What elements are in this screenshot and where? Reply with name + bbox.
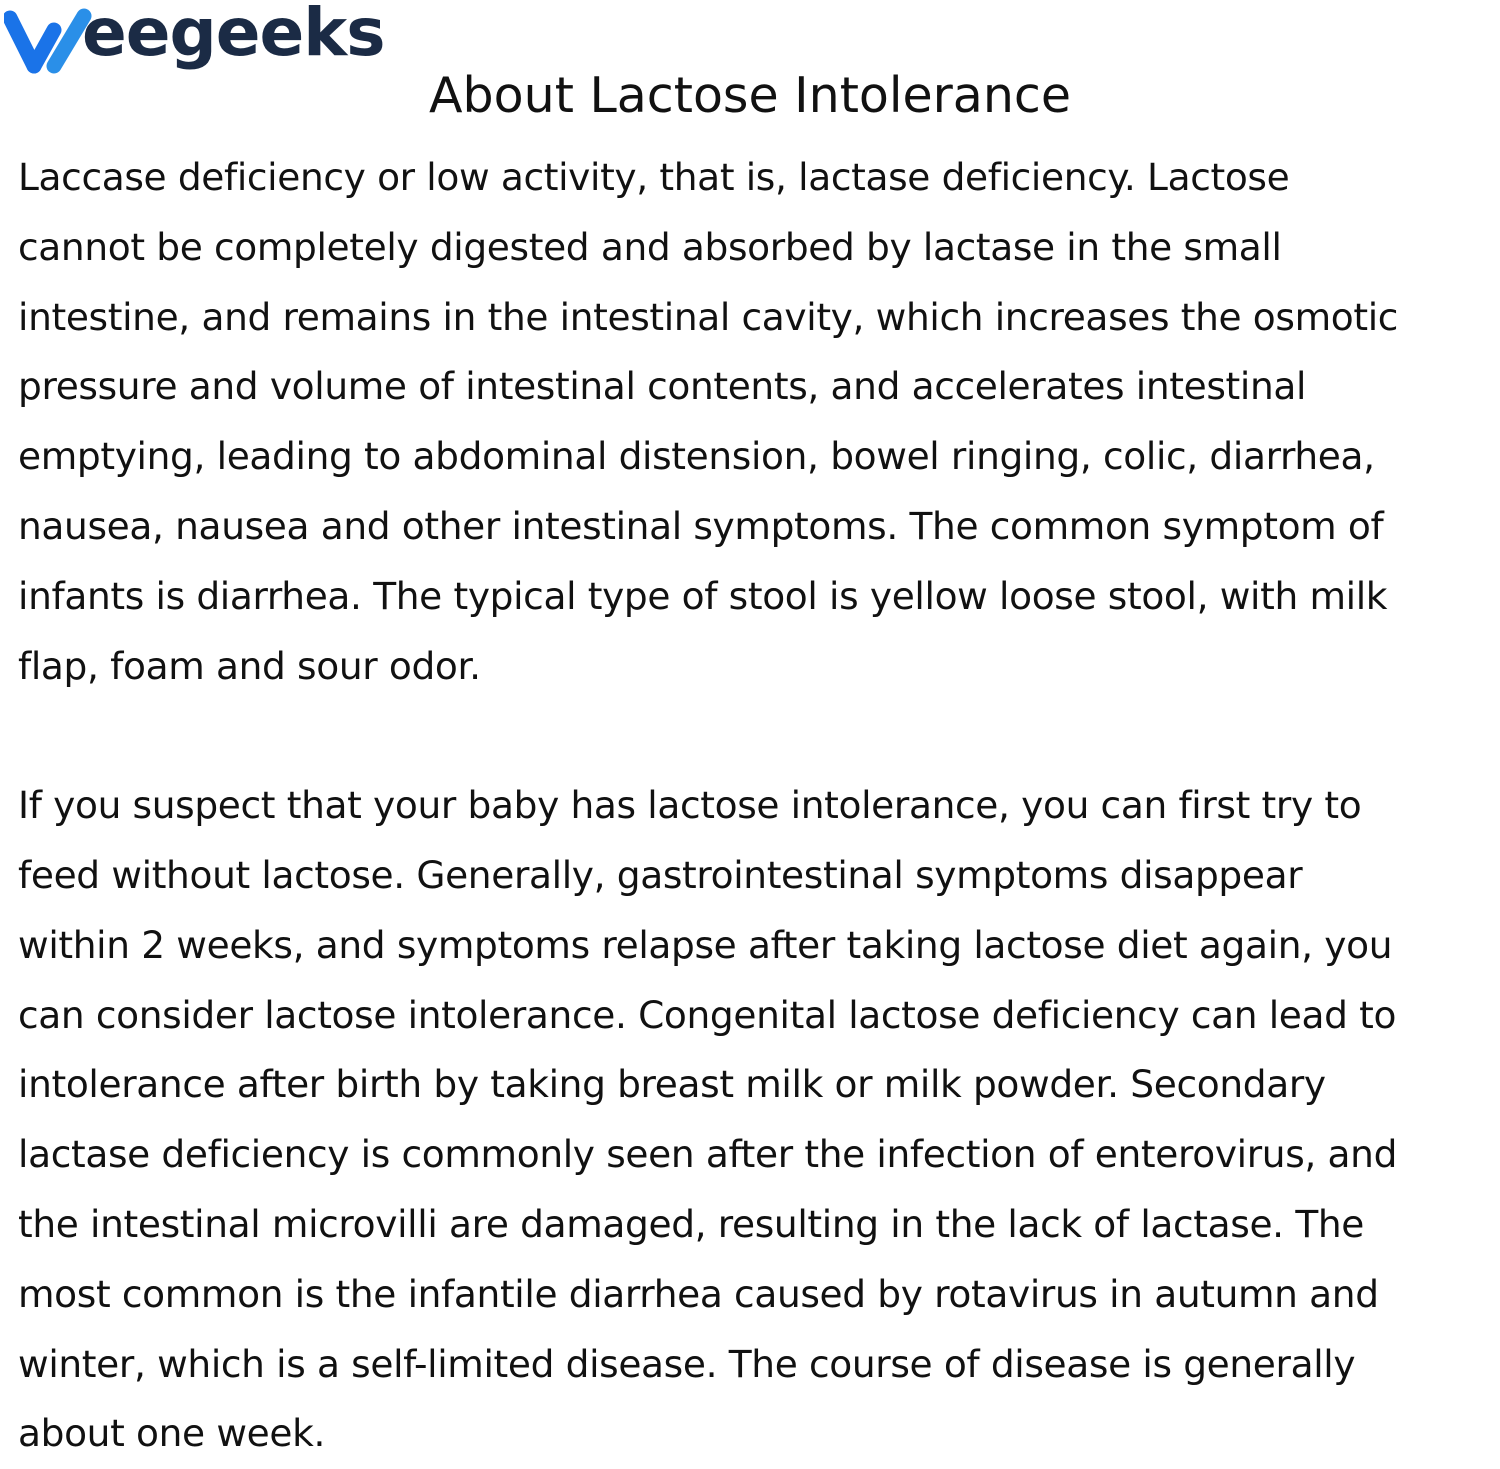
paragraph-line: the intestinal microvilli are damaged, resulting in the lack of lactase. The [18,1201,1365,1246]
article-body [18,143,1496,1469]
paragraph-1 [18,143,1496,701]
paragraph-line: cannot be completely digested and absorbed by lactase in the small [18,224,1282,269]
paragraph-line: most common is the infantile diarrhea caused by rotavirus in autumn and [18,1271,1379,1316]
paragraph-line: intestine, and remains in the intestinal cavity, which increases the osmotic [18,294,1399,339]
paragraph-line: lactase deficiency is commonly seen after the infection of enterovirus, and [18,1132,1398,1177]
paragraph-2 [18,771,1496,1469]
paragraph-line: winter, which is a self-limited disease. The course of disease is generally [18,1341,1356,1386]
paragraph-line: about one week. [18,1411,326,1456]
brand-logo-text: eegeeks [82,0,385,71]
paragraph-line: nausea, nausea and other intestinal symptoms. The common symptom of [18,503,1384,548]
paragraph-line: If you suspect that your baby has lactose intolerance, you can first try to [18,783,1362,828]
paragraph-line: feed without lactose. Generally, gastrointestinal symptoms disappear [18,852,1303,897]
paragraph-line: within 2 weeks, and symptoms relapse after taking lactose diet again, you [18,922,1393,967]
paragraph-line: intolerance after birth by taking breast milk or milk powder. Secondary [18,1062,1326,1107]
paragraph-line: Laccase deficiency or low activity, that is, lactase deficiency. Lactose [18,155,1290,199]
paragraph-line: emptying, leading to abdominal distension, bowel ringing, colic, diarrhea, [18,434,1375,479]
paragraph-line: infants is diarrhea. The typical type of stool is yellow loose stool, with milk [18,573,1388,618]
page-title: About Lactose Intolerance [429,67,1071,124]
paragraph-line: flap, foam and sour odor. [18,643,481,688]
paragraph-spacer [18,701,1496,771]
paragraph-line: can consider lactose intolerance. Congenital lactose deficiency can lead to [18,992,1397,1037]
paragraph-line: pressure and volume of intestinal contents, and accelerates intestinal [18,364,1307,409]
